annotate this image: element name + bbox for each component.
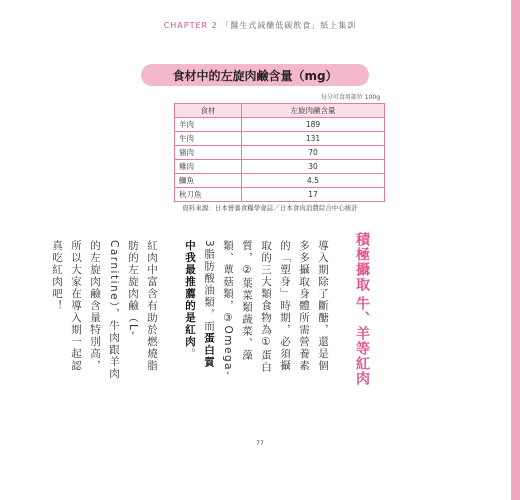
body-text bbox=[47, 240, 332, 380]
paragraph-1 bbox=[180, 240, 332, 380]
food-cell: 鰤魚 bbox=[175, 174, 242, 188]
chapter-title: 「醫生式減醣低碳飲食」紙上集訓 bbox=[221, 21, 357, 30]
value-cell: 17 bbox=[242, 188, 385, 202]
food-cell: 雞肉 bbox=[175, 160, 242, 174]
table-source: 資料來源：日本營養食糧學會誌／日本食肉消費綜合中心統計 bbox=[182, 204, 358, 212]
food-cell: 秋刀魚 bbox=[175, 188, 242, 202]
value-cell: 4.5 bbox=[242, 174, 385, 188]
paragraph-1-end: 。 bbox=[184, 348, 196, 360]
column-header-food: 食材 bbox=[175, 104, 242, 118]
table-row bbox=[175, 188, 385, 202]
table-row bbox=[175, 118, 385, 132]
table-note: 每分可食用部位 100g bbox=[320, 94, 380, 101]
food-cell: 牛肉 bbox=[175, 132, 242, 146]
chapter-label: CHAPTER 2 bbox=[163, 21, 218, 30]
carnitine-table bbox=[174, 103, 385, 202]
table-title: 食材中的左旋肉鹼含量（mg） bbox=[141, 64, 369, 86]
table-row bbox=[175, 132, 385, 146]
table-header-row bbox=[175, 104, 385, 118]
food-cell: 豬肉 bbox=[175, 146, 242, 160]
table-row bbox=[175, 146, 385, 160]
section-heading-line2: 牛、羊等紅肉 bbox=[354, 296, 370, 386]
paragraph-1-text: 導入期除了斷醣，還是個多多攝取身體所需營養素的「塑身」時期，必須攝取的三大類食物為①蛋白質，②葉菜類蔬菜、藻類、蕈菇類，③Omega-3脂肪酸油類，而 bbox=[203, 240, 329, 377]
paragraph-2: 紅肉中富含有助於燃燒脂肪的左旋肉鹼（L-Carnitine），牛肉跟羊肉的左旋肉鹼含量特別高，所以大家在導入期一起認真吃紅肉吧！ bbox=[51, 240, 158, 380]
value-cell: 189 bbox=[242, 118, 385, 132]
section-heading bbox=[353, 232, 371, 386]
food-cell: 羊肉 bbox=[175, 118, 242, 132]
chapter-header bbox=[0, 20, 520, 31]
value-cell: 70 bbox=[242, 146, 385, 160]
value-cell: 131 bbox=[242, 132, 385, 146]
section-heading-line1: 積極攝取 bbox=[354, 232, 370, 292]
column-header-carnitine: 左旋肉鹼含量 bbox=[242, 104, 385, 118]
value-cell: 30 bbox=[242, 160, 385, 174]
page-edge-pink-strip bbox=[511, 0, 520, 500]
page-number: 77 bbox=[256, 440, 264, 447]
paragraph-1-emphasis: 蛋白質中我最推薦的是紅肉 bbox=[184, 240, 215, 369]
table-row bbox=[175, 160, 385, 174]
table-row bbox=[175, 174, 385, 188]
